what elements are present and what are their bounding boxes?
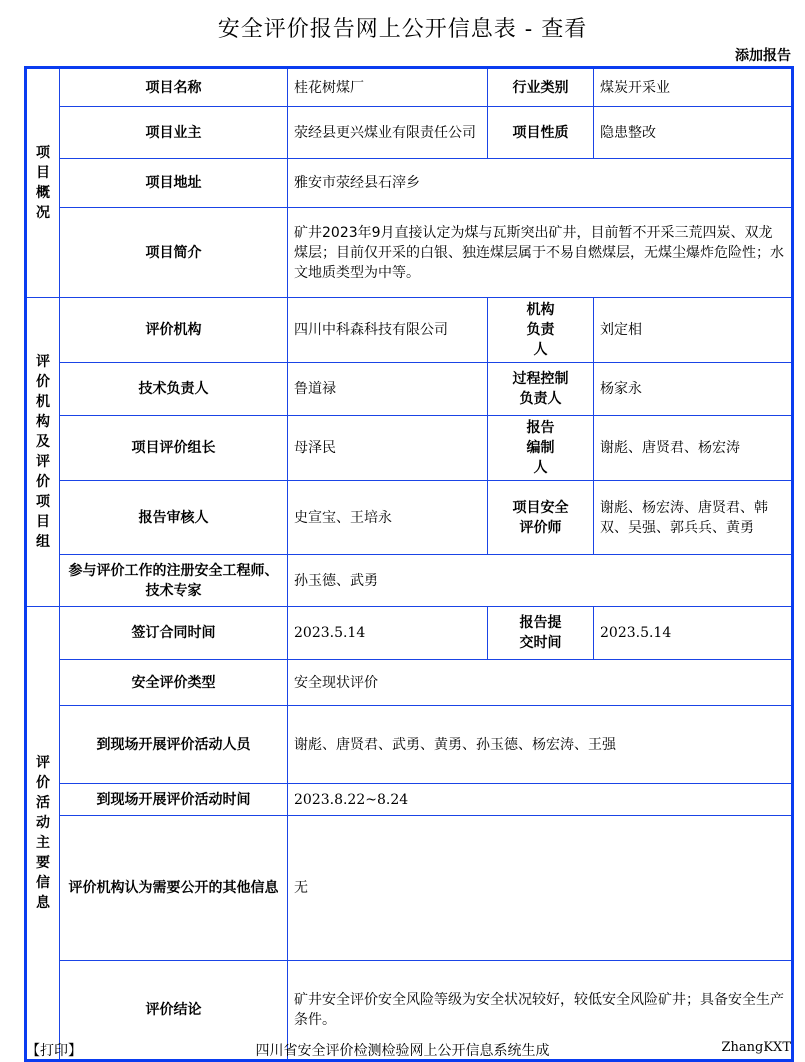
experts-value: 孙玉德、武勇 <box>288 555 793 607</box>
print-link[interactable]: 【打印】 <box>26 1043 82 1059</box>
page-title: 安全评价报告网上公开信息表 - 查看 <box>217 17 588 42</box>
report-author-label-text: 报告编制人 <box>526 420 555 476</box>
org-head-label-text: 机构负责人 <box>526 302 555 358</box>
safety-evaluator-value: 谢彪、杨宏涛、唐贤君、韩双、吴强、郭兵兵、黄勇 <box>594 481 793 555</box>
nature-label: 项目性质 <box>488 107 594 159</box>
report-author-label <box>488 416 594 481</box>
org-value: 四川中科森科技有限公司 <box>288 298 488 363</box>
reviewer-value: 史宣宝、王培永 <box>288 481 488 555</box>
submit-date-value: 2023.5.14 <box>594 607 793 660</box>
section-label: 评价活动主要信息 <box>36 755 50 911</box>
address-label: 项目地址 <box>60 159 288 208</box>
summary-value: 矿井2023年9月直接认定为煤与瓦斯突出矿井，目前暂不开采三荒四炭、双龙煤层；目前仅开采的白银、独连煤层属于不易自燃煤层，无煤尘爆炸危险性；水文地质类型为中等。 <box>288 208 793 298</box>
industry-label: 行业类别 <box>488 68 594 107</box>
table-row <box>26 68 793 107</box>
table-row <box>26 363 793 416</box>
table-row <box>26 784 793 816</box>
conclusion-value: 矿井安全评价安全风险等级为安全状况较好，较低安全风险矿井；具备安全生产条件。 <box>288 961 793 1061</box>
safety-evaluator-label <box>488 481 594 555</box>
table-row <box>26 159 793 208</box>
section-label: 评价机构及评价项目组 <box>36 354 50 550</box>
other-info-value: 无 <box>288 816 793 961</box>
project-name-label: 项目名称 <box>60 68 288 107</box>
table-row <box>26 481 793 555</box>
tech-head-label: 技术负责人 <box>60 363 288 416</box>
eval-type-value: 安全现状评价 <box>288 660 793 706</box>
contract-date-value: 2023.5.14 <box>288 607 488 660</box>
footer <box>0 1040 805 1059</box>
table-row <box>26 298 793 363</box>
org-head-value: 刘定相 <box>594 298 793 363</box>
section-activity <box>26 607 60 1061</box>
project-name-value: 桂花树煤厂 <box>288 68 488 107</box>
add-report-link[interactable]: 添加报告 <box>735 48 791 64</box>
address-value: 雅安市荥经县石滓乡 <box>288 159 793 208</box>
table-row <box>26 816 793 961</box>
owner-label: 项目业主 <box>60 107 288 159</box>
site-time-value: 2023.8.22~8.24 <box>288 784 793 816</box>
conclusion-label: 评价结论 <box>60 961 288 1061</box>
table-row <box>26 706 793 784</box>
generated-by-text: 四川省安全评价检测检验网上公开信息系统生成 <box>255 1043 550 1059</box>
process-head-label <box>488 363 594 416</box>
owner-value: 荥经县更兴煤业有限责任公司 <box>288 107 488 159</box>
team-leader-value: 母泽民 <box>288 416 488 481</box>
section-org-team <box>26 298 60 607</box>
section-label: 项目概况 <box>36 145 50 221</box>
team-leader-label: 项目评价组长 <box>60 416 288 481</box>
org-head-label <box>488 298 594 363</box>
nature-value: 隐患整改 <box>594 107 793 159</box>
site-staff-label: 到现场开展评价活动人员 <box>60 706 288 784</box>
table-row <box>26 107 793 159</box>
submit-date-label <box>488 607 594 660</box>
report-author-value: 谢彪、唐贤君、杨宏涛 <box>594 416 793 481</box>
experts-label: 参与评价工作的注册安全工程师、技术专家 <box>60 555 288 607</box>
org-label: 评价机构 <box>60 298 288 363</box>
table-row <box>26 416 793 481</box>
submit-date-label-text: 报告提交时间 <box>519 615 562 651</box>
info-table <box>24 66 794 1062</box>
summary-label: 项目简介 <box>60 208 288 298</box>
table-row <box>26 555 793 607</box>
table-row <box>26 607 793 660</box>
safety-evaluator-label-text: 项目安全评价师 <box>512 499 569 536</box>
reviewer-label: 报告审核人 <box>60 481 288 555</box>
site-time-label: 到现场开展评价活动时间 <box>60 784 288 816</box>
eval-type-label: 安全评价类型 <box>60 660 288 706</box>
site-staff-value: 谢彪、唐贤君、武勇、黄勇、孙玉德、杨宏涛、王强 <box>288 706 793 784</box>
industry-value: 煤炭开采业 <box>594 68 793 107</box>
table-row <box>26 660 793 706</box>
tech-head-value: 鲁道禄 <box>288 363 488 416</box>
process-head-value: 杨家永 <box>594 363 793 416</box>
process-head-label-text: 过程控制负责人 <box>512 371 569 407</box>
table-row <box>26 208 793 298</box>
section-overview <box>26 68 60 298</box>
user-name: ZhangKXT <box>721 1040 791 1055</box>
contract-date-label: 签订合同时间 <box>60 607 288 660</box>
other-info-label: 评价机构认为需要公开的其他信息 <box>60 816 288 961</box>
